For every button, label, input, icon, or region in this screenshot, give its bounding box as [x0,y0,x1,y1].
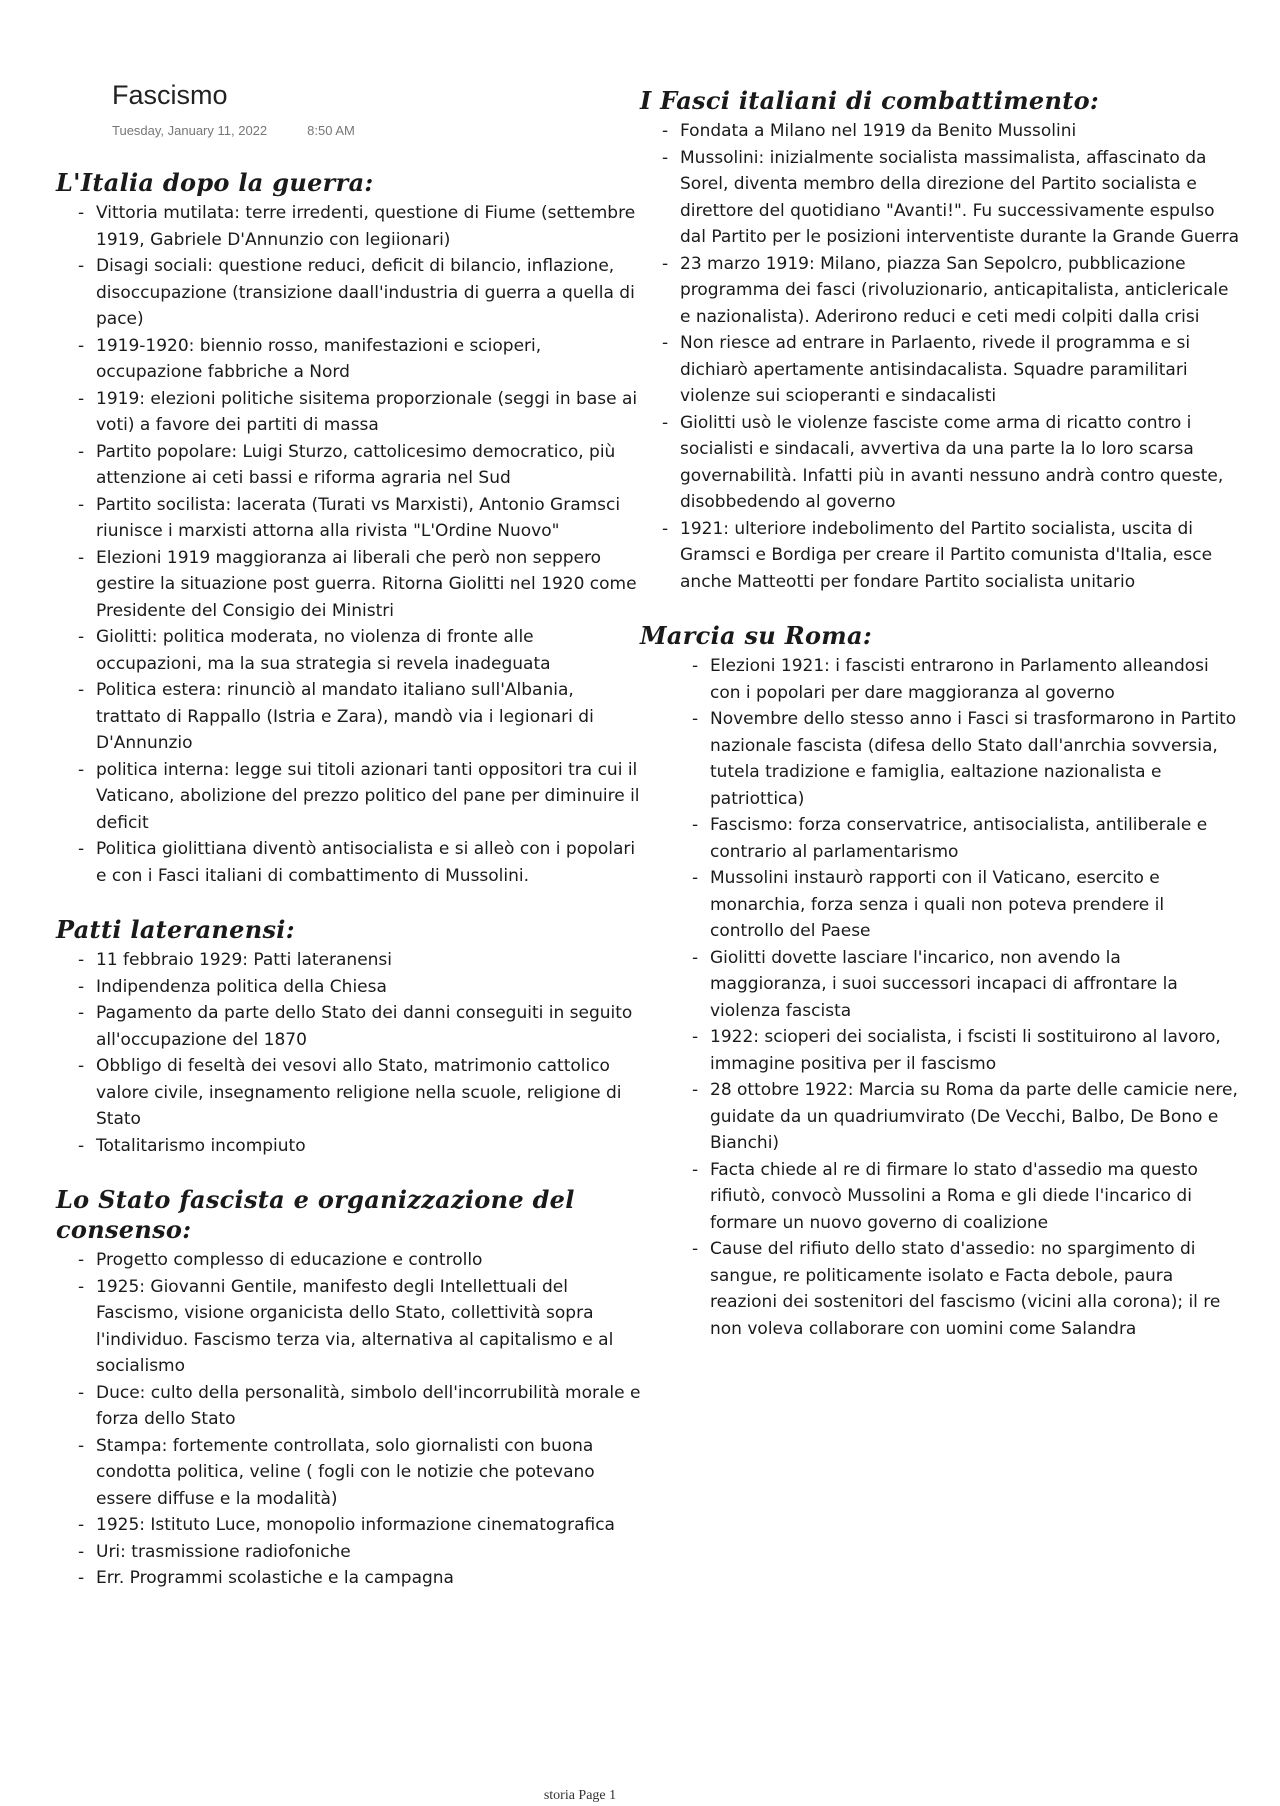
list-item: - Mussolini instaurò rapporti con il Vaticano, esercito e monarchia, forza senza i quali non poteva prendere il controllo del Paese [640,865,1240,945]
page-meta [112,123,355,138]
bullet-list [640,653,1240,1342]
section-i-fasci-italiani-di-combattimento [640,86,1240,595]
section-heading: L'Italia dopo la guerra: [56,168,374,197]
list-item: - Fascismo: forza conservatrice, antisocialista, antiliberale e contrario al parlamentarismo [640,812,1240,865]
list-item: - Cause del rifiuto dello stato d'assedio: no spargimento di sangue, re politicamente isolato e Facta debole, paura reazioni dei sostenitori del fascismo (vicini alla corona); il re non voleva collaborare con uomini come Salandra [640,1236,1240,1342]
list-item: - 23 marzo 1919: Milano, piazza San Sepolcro, pubblicazione programma dei fasci (rivoluzionario, anticapitalista, anticlericale e nazionalista). Aderirono reduci e ceti medi colpiti dalla crisi [640,251,1240,331]
list-item: - Disagi sociali: questione reduci, deficit di bilancio, inflazione, disoccupazione (transizione daall'industria di guerra a quella di pace) [56,253,641,333]
list-item: - Giolitti dovette lasciare l'incarico, non avendo la maggioranza, i suoi successori incapaci di affrontare la violenza fascista [640,945,1240,1025]
list-item: - Fondata a Milano nel 1919 da Benito Mussolini [640,118,1240,145]
list-item: - 1921: ulteriore indebolimento del Partito socialista, uscita di Gramsci e Bordiga per creare il Partito comunista d'Italia, esce anche Matteotti per fondare Partito socialista unitario [640,516,1240,596]
section-heading: Patti lateranensi: [56,915,295,944]
list-item: - Giolitti: politica moderata, no violenza di fronte alle occupazioni, ma la sua strategia si revela inadeguata [56,624,641,677]
list-item: - Totalitarismo incompiuto [56,1133,641,1160]
bullet-list [56,947,641,1159]
list-item: - Elezioni 1919 maggioranza ai liberali che però non seppero gestire la situazione post guerra. Ritorna Giolitti nel 1920 come Presidente del Consigio dei Ministri [56,545,641,625]
list-item: - Duce: culto della personalità, simbolo dell'incorrubilità morale e forza dello Stato [56,1380,641,1433]
list-item: - 1925: Istituto Luce, monopolio informazione cinematografica [56,1512,641,1539]
list-item: - Indipendenza politica della Chiesa [56,974,641,1001]
page-footer: storia Page 1 [543,1788,617,1803]
list-item: - Err. Programmi scolastiche e la campagna [56,1565,641,1592]
list-item: - Uri: trasmissione radiofoniche [56,1539,641,1566]
list-item: - Partito socilista: lacerata (Turati vs Marxisti), Antonio Gramsci riunisce i marxisti attorna alla rivista "L'Ordine Nuovo" [56,492,641,545]
bullet-list [640,118,1240,595]
list-item: - 1919: elezioni politiche sisitema proporzionale (seggi in base ai voti) a favore dei partiti di massa [56,386,641,439]
page-date: Tuesday, January 11, 2022 [112,123,268,138]
left-column [56,168,641,1618]
bullet-list [56,200,641,889]
page-title: Fascismo [112,80,228,110]
list-item: - Stampa: fortemente controllata, solo giornalisti con buona condotta politica, veline ( fogli con le notizie che potevano essere diffuse e la modalità) [56,1433,641,1513]
right-column [640,86,1240,1368]
list-item: - Novembre dello stesso anno i Fasci si trasformarono in Partito nazionale fascista (difesa dello Stato dall'anrchia sovversia, tutela tradizione e famiglia, ealtazione nazionalista e patriottica) [640,706,1240,812]
list-item: - 1919-1920: biennio rosso, manifestazioni e scioperi, occupazione fabbriche a Nord [56,333,641,386]
section-l-italia-dopo-la-guerra [56,168,641,889]
list-item: - Elezioni 1921: i fascisti entrarono in Parlamento alleandosi con i popolari per dare maggioranza al governo [640,653,1240,706]
list-item: - politica interna: legge sui titoli azionari tanti oppositori tra cui il Vaticano, abolizione del prezzo politico del pane per diminuire il deficit [56,757,641,837]
list-item: - Giolitti usò le violenze fasciste come arma di ricatto contro i socialisti e sindacali, avvertiva da una parte la lo loro scarsa governabilità. Infatti più in avanti nessuno andrà contro queste, disobbedendo al governo [640,410,1240,516]
page-time: 8:50 AM [307,123,355,138]
list-item: - Politica giolittiana diventò antisocialista e si alleò con i popolari e con i Fasci italiani di combattimento di Mussolini. [56,836,641,889]
list-item: - Progetto complesso di educazione e controllo [56,1247,641,1274]
list-item: - Partito popolare: Luigi Sturzo, cattolicesimo democratico, più attenzione ai ceti bassi e riforma agraria nel Sud [56,439,641,492]
list-item: - Obbligo di feseltà dei vesovi allo Stato, matrimonio cattolico valore civile, insegnamento religione nella scuole, religione di Stato [56,1053,641,1133]
list-item: - Pagamento da parte dello Stato dei danni conseguiti in seguito all'occupazione del 1870 [56,1000,641,1053]
section-heading: Marcia su Roma: [640,621,872,650]
section-heading: I Fasci italiani di combattimento: [640,86,1100,115]
list-item: - 1925: Giovanni Gentile, manifesto degli Intellettuali del Fascismo, visione organicista dello Stato, collettività sopra l'individuo. Fascismo terza via, alternativa al capitalismo e al socialismo [56,1274,641,1380]
list-item: - Politica estera: rinunciò al mandato italiano sull'Albania, trattato di Rappallo (Istria e Zara), mandò via i legionari di D'Annunzio [56,677,641,757]
list-item: - 11 febbraio 1929: Patti lateranensi [56,947,641,974]
section-patti-lateranensi [56,915,641,1159]
list-item: - Vittoria mutilata: terre irredenti, questione di Fiume (settembre 1919, Gabriele D'Annunzio con legiionari) [56,200,641,253]
section-heading: Lo Stato fascista e organizzazione del consenso: [56,1185,575,1244]
section-lo-stato-fascista-e-organizzazione-del-c [56,1185,641,1592]
section-marcia-su-roma [640,621,1240,1342]
bullet-list [56,1247,641,1592]
list-item: - 1922: scioperi dei socialista, i fscisti li sostituirono al lavoro, immagine positiva per il fascismo [640,1024,1240,1077]
list-item: - Non riesce ad entrare in Parlaento, rivede il programma e si dichiarò apertamente antisindacalista. Squadre paramilitari violenze sui scioperanti e sindacalisti [640,330,1240,410]
list-item: - Mussolini: inizialmente socialista massimalista, affascinato da Sorel, diventa membro della direzione del Partito socialista e direttore del quotidiano "Avanti!". Fu successivamente espulso dal Partito per le posizioni interventiste durante la Grande Guerra [640,145,1240,251]
list-item: - 28 ottobre 1922: Marcia su Roma da parte delle camicie nere, guidate da un quadriumvirato (De Vecchi, Balbo, De Bono e Bianchi) [640,1077,1240,1157]
list-item: - Facta chiede al re di firmare lo stato d'assedio ma questo rifiutò, convocò Mussolini a Roma e gli diede l'incarico di formare un nuovo governo di coalizione [640,1157,1240,1237]
